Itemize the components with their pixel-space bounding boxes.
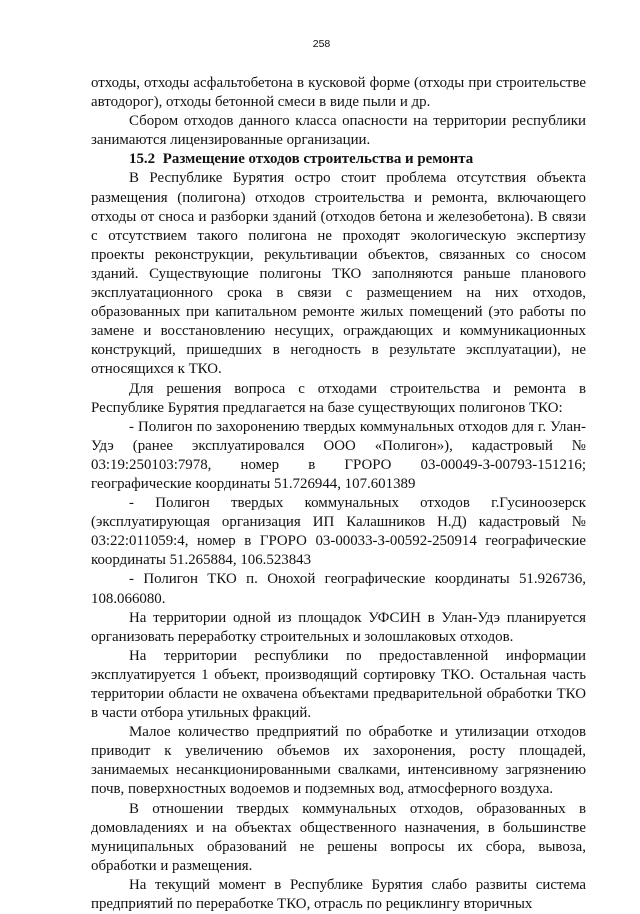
paragraph: На территории одной из площадок УФСИН в Улан-Удэ планируется организовать переработку строительных и золошлаковых отходов. bbox=[91, 609, 586, 645]
list-item: - Полигон по захоронению твердых коммунальных отходов для г. Улан-Удэ (ранее эксплуатировался ООО «Полигон»), кадастровый № 03:19:250103:7978, номер в ГРОРО 03-00049-З-00793-151216; географические координаты 51.726944, 107.601389 bbox=[91, 418, 586, 492]
page-number: 258 bbox=[312, 38, 331, 50]
paragraph: Сбором отходов данного класса опасности на территории республики занимаются лицензированные организации. bbox=[91, 113, 586, 149]
paragraph: Для решения вопроса с отходами строительства и ремонта в Республике Бурятия предлагается на базе существующих полигонов ТКО: bbox=[91, 380, 586, 416]
list-item: - Полигон твердых коммунальных отходов г.Гусиноозерск (эксплуатирующая организация ИП Калашников Н.Д) кадастровый № 03:22:011059:4, номер в ГРОРО 03-00033-З-00592-250914 географические координаты 51.265884, 106.523843 bbox=[91, 495, 586, 569]
paragraph: На территории республики по предоставленной информации эксплуатируется 1 объект, производящий сортировку ТКО. Остальная часть территории области не охвачена объектами предварительной обработки ТКО в части отбора утильных фракций. bbox=[91, 647, 586, 722]
paragraph: В отношении твердых коммунальных отходов, образованных в домовладениях и на объектах общественного назначения, в большинстве муниципальных образований не решены вопросы их сбора, вывоза, обработки и размещения. bbox=[91, 800, 586, 874]
section-title: Размещение отходов строительства и ремонта bbox=[162, 151, 474, 168]
section-number: 15.2 bbox=[129, 151, 156, 168]
paragraph: В Республике Бурятия остро стоит проблема отсутствия объекта размещения (полигона) отходов строительства и ремонта, включающего отходы от сноса и разборки зданий (отходов бетона и железобетона). В связи с отсутствием такого полигона не проходят экологическую экспертизу проекты реконструкции, рекультивации объектов, связанных со сносом зданий. Существующие полигоны ТКО заполняются раньше планового эксплуатационного срока в связи с размещением на них отходов, образованных при капитальном ремонте жилых помещений (это работы по замене и восстановлению несущих, ограждающих и коммуникационных конструкций, пришедших в негодность в результате эксплуатации), не относящихся к ТКО. bbox=[91, 170, 586, 378]
list-item: - Полигон ТКО п. Онохой географические координаты 51.926736, 108.066080. bbox=[91, 571, 586, 607]
paragraph: отходы, отходы асфальтобетона в кусковой форме (отходы при строительстве автодорог), отходы бетонной смеси в виде пыли и др. bbox=[91, 75, 586, 111]
paragraph: Малое количество предприятий по обработке и утилизации отходов приводит к увеличению объемов их захоронения, росту площадей, занимаемых несанкционированными свалками, интенсивному загрязнению почв, поверхностных водоемов и подземных вод, атмосферного воздуха. bbox=[91, 724, 586, 798]
section-heading bbox=[91, 150, 586, 169]
paragraph: На текущий момент в Республике Бурятия слабо развиты система предприятий по переработке ТКО, отрасль по рециклингу вторичных bbox=[91, 876, 586, 913]
